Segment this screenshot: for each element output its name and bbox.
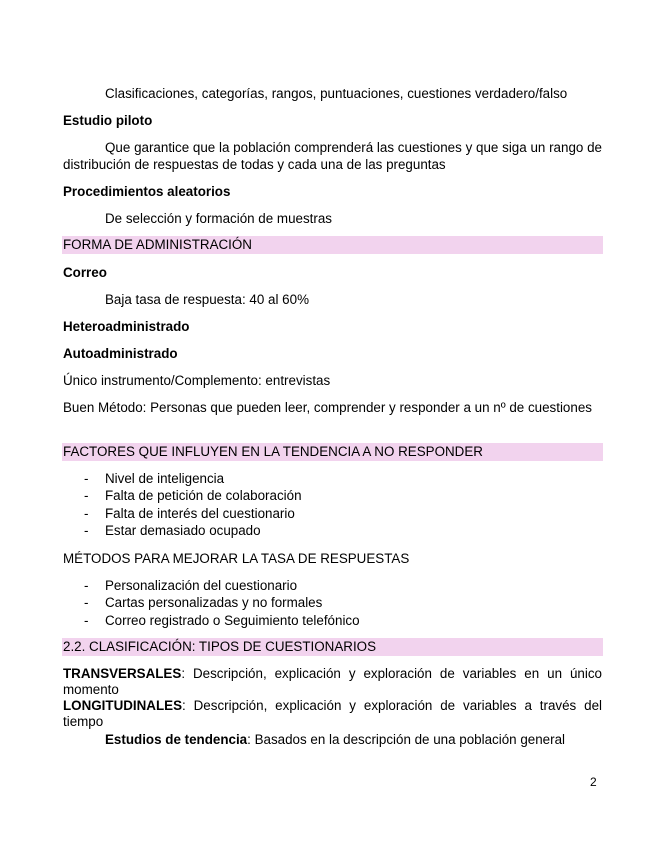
tendencia-text: : Basados en la descripción de una población general — [247, 732, 566, 747]
list-item: - Correo registrado o Seguimiento telefónico — [82, 612, 360, 629]
list-item: - Cartas personalizadas y no formales — [82, 594, 360, 611]
autoadministrado-title: Autoadministrado — [63, 346, 178, 361]
tendencia-label: Estudios de tendencia — [105, 732, 248, 747]
heteroadministrado-title: Heteroadministrado — [63, 319, 190, 334]
procedimientos-text: De selección y formación de muestras — [105, 211, 332, 226]
estudio-piloto-title: Estudio piloto — [63, 113, 153, 128]
buen-metodo-line: Buen Método: Personas que pueden leer, comprender y responder a un nº de cuestiones — [63, 400, 592, 415]
heading-factores: FACTORES QUE INFLUYEN EN LA TENDENCIA A NO RESPONDER — [62, 443, 603, 461]
correo-title: Correo — [63, 265, 107, 280]
page-number: 2 — [590, 775, 597, 789]
metodos-title: MÉTODOS PARA MEJORAR LA TASA DE RESPUESTAS — [63, 551, 410, 566]
transversales-text: : Descripción, explicación y exploración de variables en un único momento — [63, 666, 602, 697]
list-item: - Estar demasiado ocupado — [82, 522, 302, 539]
procedimientos-title: Procedimientos aleatorios — [63, 184, 231, 199]
list-item: - Falta de petición de colaboración — [82, 487, 302, 504]
transversales-line — [63, 666, 602, 698]
estudio-piloto-body: Que garantice que la población comprenderá las cuestiones y que siga un rango de distribución de respuestas de todas y cada una de las preguntas — [63, 140, 602, 172]
correo-text: Baja tasa de respuesta: 40 al 60% — [105, 292, 309, 307]
list-item: - Nivel de inteligencia — [82, 470, 302, 487]
longitudinales-label: LONGITUDINALES — [63, 698, 183, 713]
factores-list — [82, 470, 302, 540]
list-item: - Personalización del cuestionario — [82, 577, 360, 594]
list-item: - Falta de interés del cuestionario — [82, 505, 302, 522]
heading-forma-administracion: FORMA DE ADMINISTRACIÓN — [62, 236, 603, 254]
estudios-tendencia-line — [105, 731, 602, 748]
metodos-list — [82, 577, 360, 629]
longitudinales-line — [63, 698, 602, 730]
unico-instrumento-line: Único instrumento/Complemento: entrevistas — [63, 373, 331, 388]
clasificaciones-line: Clasificaciones, categorías, rangos, puntuaciones, cuestiones verdadero/falso — [105, 86, 568, 101]
longitudinales-text: : Descripción, explicación y exploración de variables a través del tiempo — [63, 698, 602, 729]
heading-clasificacion: 2.2. CLASIFICACIÓN: TIPOS DE CUESTIONARIOS — [62, 638, 603, 656]
estudio-piloto-text — [63, 139, 602, 173]
transversales-label: TRANSVERSALES — [63, 666, 182, 681]
